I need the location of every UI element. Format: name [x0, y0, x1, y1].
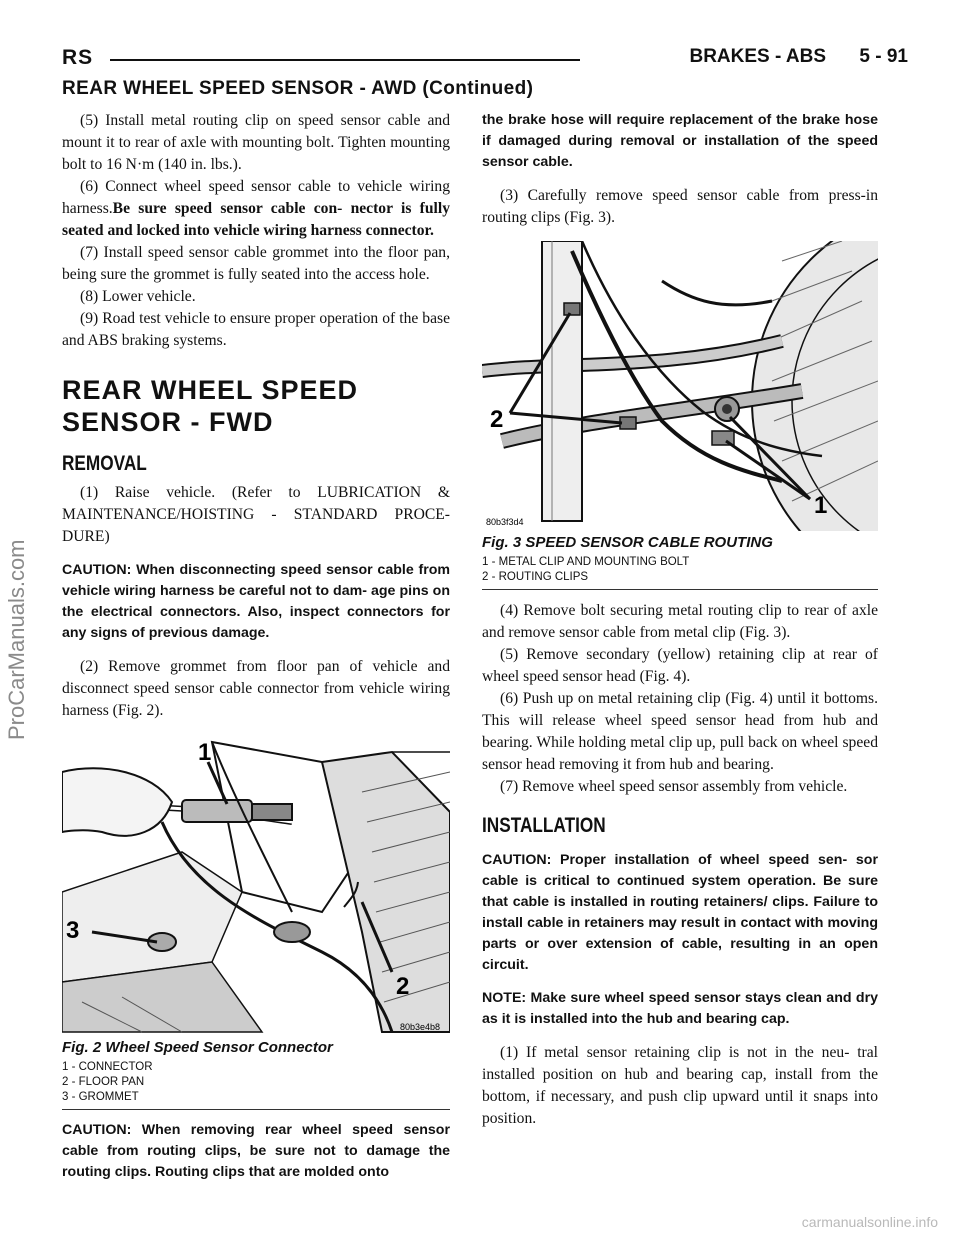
fig2-rule [62, 1109, 450, 1110]
step-6-bold: Be sure speed sensor cable con- nector is fully seated and locked into vehicle wiring harness connector. [62, 200, 450, 239]
caution-connectors: CAUTION: When disconnecting speed sensor cable from vehicle wiring harness be careful not to dam- age pins on the electrical connectors. Also, inspect connectors for any signs of previous damage. [62, 562, 450, 641]
figure-3 [482, 241, 878, 531]
step-6-text: (6) Connect wheel speed sensor cable to vehicle wiring harness. [62, 178, 450, 217]
fig3-legend-item: 2 - ROUTING CLIPS [482, 571, 589, 583]
header-model-code: RS [62, 46, 94, 69]
fig2-legend-item: 1 - CONNECTOR [62, 1061, 153, 1073]
removal-step-2: (2) Remove grommet from floor pan of vehicle and disconnect speed sensor cable connector from vehicle wiring harness (Fig. 2). [62, 658, 450, 719]
removal-step-7: (7) Remove wheel speed sensor assembly from vehicle. [500, 778, 848, 795]
fig2-callout-3: 3 [66, 917, 80, 944]
section-title: REAR WHEEL SPEED SENSOR - FWD [62, 375, 359, 437]
continued-heading: REAR WHEEL SPEED SENSOR - AWD (Continued) [62, 78, 534, 99]
removal-step-3: (3) Carefully remove speed sensor cable from press-in routing clips (Fig. 3). [482, 187, 878, 226]
removal-heading: REMOVAL [62, 452, 147, 475]
caution-routing-clips-cont: the brake hose will require replacement of the brake hose if damaged during removal or installation of the speed sensor cable. [482, 112, 878, 170]
step-7: (7) Install speed sensor cable grommet into the floor pan, being sure the grommet is fully seated into the access hole. [62, 244, 450, 283]
installation-step-1: (1) If metal sensor retaining clip is not in the neu- tral installed position on hub and bearing cap, install from the bottom, if necessary, and push clip upward until it snaps into position. [482, 1044, 878, 1127]
fig2-callout-1: 1 [198, 739, 212, 766]
page-header [62, 46, 908, 76]
installation-heading: INSTALLATION [482, 814, 606, 837]
fig2-caption: Fig. 2 Wheel Speed Sensor Connector [62, 1039, 333, 1056]
fig3-callout-2: 2 [490, 406, 504, 433]
fig3-legend [482, 555, 878, 585]
fig2-legend-item: 3 - GROMMET [62, 1091, 139, 1103]
step-9: (9) Road test vehicle to ensure proper operation of the base and ABS braking systems. [62, 310, 450, 349]
removal-step-5: (5) Remove secondary (yellow) retaining clip at rear of wheel speed sensor head (Fig. 4). [482, 646, 878, 685]
header-page-number: 5 - 91 [859, 46, 908, 67]
removal-step-4: (4) Remove bolt securing metal routing clip to rear of axle and remove sensor cable from metal clip (Fig. 3). [482, 602, 878, 641]
fig3-rule [482, 589, 878, 590]
left-column [62, 110, 450, 1195]
note-clean-dry: NOTE: Make sure wheel speed sensor stays clean and dry as it is installed into the hub and bearing cap. [482, 990, 878, 1027]
fig2-legend-item: 2 - FLOOR PAN [62, 1076, 145, 1088]
fig3-legend-item: 1 - METAL CLIP AND MOUNTING BOLT [482, 556, 690, 568]
header-section: BRAKES - ABS [689, 46, 826, 67]
step-6 [62, 176, 450, 242]
figure-2 [62, 732, 450, 1036]
fig3-callout-1: 1 [814, 492, 828, 519]
side-watermark: ProCarManuals.com [4, 539, 29, 740]
step-5: (5) Install metal routing clip on speed sensor cable and mount it to rear of axle with mounting bolt. Tighten mounting bolt to 16 N·m (140 in. lbs.). [62, 112, 450, 173]
caution-installation: CAUTION: Proper installation of wheel speed sen- sor cable is critical to continued system operation. Be sure that cable is installed in routing retainers/ clips. Failure to install cable in retainers may result in contact with moving parts or over extension of cable, resulting in an open circuit. [482, 852, 878, 973]
step-8: (8) Lower vehicle. [80, 288, 196, 305]
right-column [482, 110, 878, 1130]
fig2-code: 80b3e4b8 [400, 1022, 441, 1032]
header-rule [110, 59, 580, 61]
fig3-code: 80b3f3d4 [486, 517, 524, 527]
fig3-caption: Fig. 3 SPEED SENSOR CABLE ROUTING [482, 534, 773, 551]
removal-step-1: (1) Raise vehicle. (Refer to LUBRICATION & MAINTENANCE/HOISTING - STANDARD PROCE- DURE) [62, 484, 450, 545]
fig2-legend [62, 1060, 450, 1105]
removal-step-6: (6) Push up on metal retaining clip (Fig. 4) until it bottoms. This will release wheel speed sensor head from hub and bearing. While holding metal clip up, pull back on wheel speed sensor head removing it from hub and bearing. [482, 690, 878, 773]
wheel-speed-sensor-connector-illustration [62, 732, 450, 1036]
fig2-callout-2: 2 [396, 973, 410, 1000]
footer-watermark: carmanualsonline.info [801, 1214, 938, 1230]
caution-routing-clips: CAUTION: When removing rear wheel speed sensor cable from routing clips, be sure not to damage the routing clips. Routing clips that are molded onto [62, 1122, 450, 1180]
speed-sensor-cable-routing-illustration [482, 241, 878, 531]
